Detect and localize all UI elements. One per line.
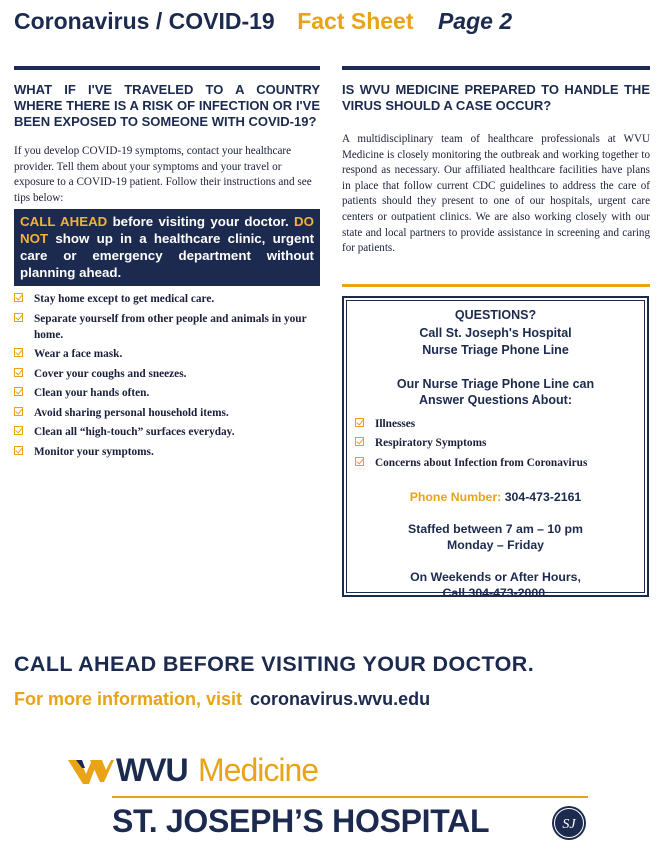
list-item	[355, 455, 644, 471]
preparedness-heading: IS WVU MEDICINE PREPARED TO HANDLE THE VIRUS SHOULD A CASE OCCUR?	[342, 82, 650, 113]
list-item-label: Concerns about Infection from Coronavirus	[375, 456, 588, 469]
hospital-seal-icon	[552, 806, 586, 840]
footer-more-info	[14, 689, 430, 710]
phone-number-label: Phone Number:	[409, 489, 502, 504]
list-item	[14, 291, 320, 307]
phone-number-line	[347, 489, 644, 505]
checkbox-icon	[14, 293, 23, 302]
list-item-label: Cover your coughs and sneezes.	[34, 367, 187, 380]
list-item-label: Clean all “high-touch” surfaces everyday.	[34, 426, 235, 438]
right-column-gold-divider	[342, 284, 650, 287]
right-column	[342, 82, 650, 257]
preparedness-paragraph: A multidisciplinary team of healthcare professionals at WVU Medicine is closely monitoring the outbreak and working together to respond as necessary. Our affiliated healthcare facilities have plans in place that follow current CDC guidelines to address the care of patients should they present to one of our hospitals, urgent care centers or outpatient clinics. We are also working closely with our state and local partners to provide assistance in screening and caring for patients.	[342, 133, 650, 255]
list-item-label: Separate yourself from other people and animals in your home.	[34, 312, 307, 341]
list-item	[14, 311, 320, 343]
list-item	[14, 424, 320, 440]
header-subtitle: Fact Sheet	[297, 8, 414, 34]
footer-info-label: For more information, visit	[14, 689, 243, 709]
checkbox-icon	[14, 313, 23, 322]
staffed-hours	[347, 521, 644, 553]
list-item-label: Monitor your symptoms.	[34, 445, 154, 458]
questions-title: QUESTIONS?	[454, 308, 537, 322]
list-item-label: Stay home except to get medical care.	[34, 293, 215, 305]
flying-wv-icon	[68, 758, 114, 786]
checkbox-icon	[14, 368, 23, 377]
list-item	[14, 346, 320, 362]
footer-url-link[interactable]: coronavirus.wvu.edu	[250, 689, 431, 709]
checkbox-icon	[355, 437, 364, 446]
list-item-label: Wear a face mask.	[34, 348, 123, 360]
callout-do-not: DO NOT	[20, 214, 314, 246]
seal-graphic	[552, 806, 586, 840]
questions-subheading-2: Answer Questions About:	[418, 392, 572, 407]
list-item	[355, 416, 644, 432]
travel-exposure-intro: If you develop COVID-19 symptoms, contact your healthcare provider. Tell them about your symptoms and your travel or exposure to a COVID-19 patient. Follow their instructions and see tips below:	[14, 145, 312, 204]
phone-number: 304-473-2161	[504, 489, 582, 504]
seal-text: SJ	[562, 817, 576, 832]
logo-divider	[112, 796, 588, 798]
questions-topics-list	[355, 416, 644, 471]
callout-text-1: before visiting your doctor.	[107, 214, 289, 229]
callout-call-ahead: CALL AHEAD	[20, 214, 108, 229]
left-column	[14, 82, 320, 463]
checkbox-icon	[355, 457, 364, 466]
questions-triage-line: Nurse Triage Phone Line	[422, 343, 569, 357]
questions-call-line: Call St. Joseph's Hospital	[419, 325, 572, 340]
left-column-rule	[14, 66, 320, 70]
list-item-label: Illnesses	[375, 417, 416, 430]
list-item	[14, 444, 320, 460]
list-item-label: Respiratory Symptoms	[375, 437, 487, 449]
checkbox-icon	[14, 348, 23, 357]
tips-checklist	[14, 291, 320, 460]
after-hours-line-1: On Weekends or After Hours,	[410, 569, 581, 584]
callout-text-2: show up in a healthcare clinic, urgent care or emergency department without planning ahead.	[20, 231, 314, 280]
header-title: Coronavirus / COVID-19	[14, 8, 275, 34]
questions-subheading-1: Our Nurse Triage Phone Line can	[396, 376, 595, 391]
page-header	[14, 8, 654, 40]
checkbox-icon	[14, 446, 23, 455]
logo-medicine-text: Medicine	[198, 752, 319, 788]
questions-subheading	[347, 376, 644, 408]
hospital-name: ST. JOSEPH’S HOSPITAL	[112, 803, 490, 839]
logo-wvu-text: WVU	[116, 752, 188, 788]
list-item	[14, 366, 320, 382]
list-item	[14, 405, 320, 421]
after-hours-line-2: Call 304-473-2000.	[442, 585, 549, 600]
after-hours-info	[347, 569, 644, 601]
staffed-hours-line-2: Monday – Friday	[446, 537, 545, 552]
right-column-rule	[342, 66, 650, 70]
checkbox-icon	[14, 407, 23, 416]
list-item	[355, 435, 644, 451]
questions-box-inner	[346, 300, 645, 600]
list-item-label: Avoid sharing personal household items.	[34, 406, 229, 419]
footer-call-ahead: CALL AHEAD BEFORE VISITING YOUR DOCTOR.	[14, 652, 535, 676]
questions-box	[342, 296, 649, 600]
staffed-hours-line-1: Staffed between 7 am – 10 pm	[408, 521, 583, 536]
travel-exposure-heading: WHAT IF I'VE TRAVELED TO A COUNTRY WHERE THERE IS A RISK OF INFECTION OR I'VE BEEN EXPOSED TO SOMEONE WITH COVID-19?	[14, 82, 320, 129]
list-item-label: Clean your hands often.	[34, 387, 150, 399]
checkbox-icon	[14, 387, 23, 396]
list-item	[14, 385, 320, 401]
checkbox-icon	[355, 418, 364, 427]
call-ahead-callout	[14, 209, 320, 286]
checkbox-icon	[14, 426, 23, 435]
header-page-number: Page 2	[437, 8, 513, 34]
